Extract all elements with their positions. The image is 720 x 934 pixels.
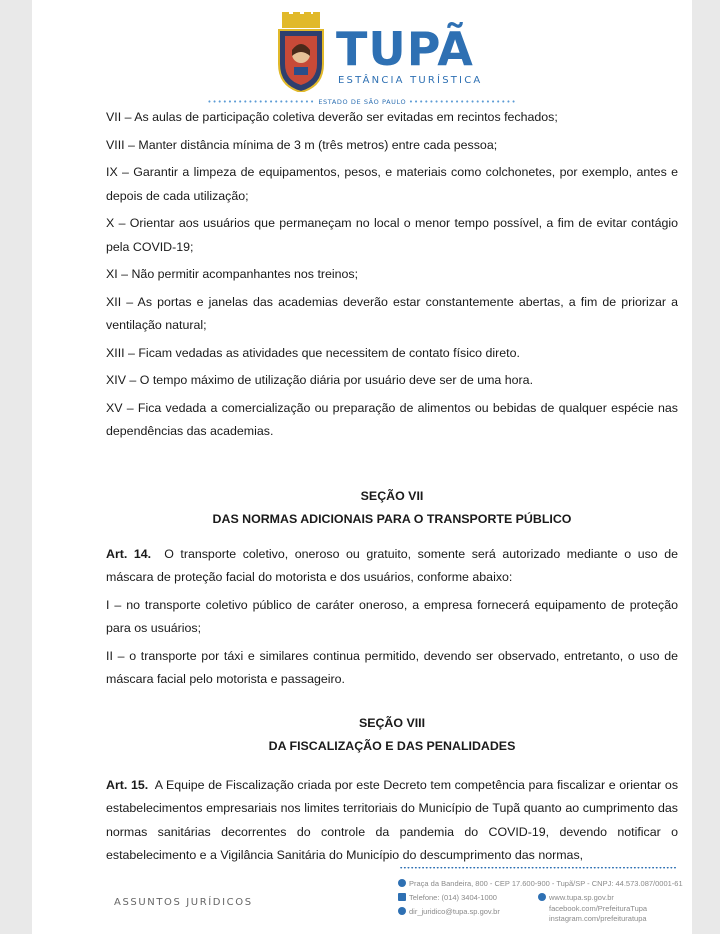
footer-address [398,878,683,890]
paragraph-item-ix: IX – Garantir a limpeza de equipamentos, pesos, e materiais como colchonetes, por exemplo, antes e depois de cada utilização; [106,165,678,203]
letterhead [32,8,692,108]
article-label: Art. 14. [106,546,152,561]
paragraph-item-xiii: XIII – Ficam vedadas as atividades que necessitem de contato físico direto. [106,345,520,360]
coat-of-arms-icon [276,12,326,92]
spacer [106,696,678,712]
footer-phone [398,892,497,904]
spacer [106,448,678,485]
globe-icon [538,893,546,901]
paragraph-item-x: X – Orientar aos usuários que permaneçam no local o menor tempo possível, a fim de evitar contágio pela COVID-19; [106,216,678,254]
footer-dotted-rule: •••••••••••••••••••••••••••••••••••••••••••••••••••••••••••••••••••••••••••• [400,867,678,871]
section-title: SEÇÃO VII [360,488,424,503]
article-14-item-ii: II – o transporte por táxi e similares continua permitido, devendo ser observado, entretanto, o uso de máscara facial pelo motorista e passageiro. [106,648,678,686]
email-icon [398,907,406,915]
location-pin-icon [398,879,406,887]
spacer [106,531,678,543]
article-14 [106,543,678,590]
state-label: ESTADO DE SÃO PAULO [318,98,407,106]
phone-icon [398,893,406,901]
paragraph-item-xii: XII – As portas e janelas das academias deverão estar constantemente abertas, a fim de priorizar a ventilação natural; [106,294,678,332]
section-title: SEÇÃO VIII [358,715,426,730]
footer-instagram[interactable]: instagram.com/prefeituratupa [549,914,647,923]
email-text: dir_juridico@tupa.sp.gov.br [409,907,500,916]
address-text: Praça da Bandeira, 800 - CEP 17.600-900 - Tupã/SP - CNPJ: 44.573.087/0001-61 [409,879,683,888]
dotted-rule: ••••••••••••••••••••• [408,98,517,106]
brand-name: TUPÃ [336,22,474,76]
footer-facebook[interactable]: facebook.com/PrefeituraTupa [549,904,648,913]
state-line [32,98,692,106]
article-15 [106,774,678,868]
paragraph-item-xiv: XIV – O tempo máximo de utilização diária por usuário deve ser de uma hora. [106,373,534,387]
footer-email [398,906,500,918]
article-14-item-i: I – no transporte coletivo público de caráter oneroso, a empresa fornecerá equipamento de proteção para os usuários; [106,597,678,635]
paragraph-item-vii: VII – As aulas de participação coletiva deverão ser evitadas em recintos fechados; [106,110,558,124]
paragraph-item-viii: VIII – Manter distância mínima de 3 m (três metros) entre cada pessoa; [106,137,498,152]
footer-department: ASSUNTOS JURÍDICOS [114,897,253,908]
brand-tagline: ESTÂNCIA TURÍSTICA [338,75,483,86]
phone-text: Telefone: (014) 3404-1000 [409,893,497,902]
article-text: A Equipe de Fiscalização criada por este Decreto tem competência para fiscalizar e orientar os estabelecimentos empresariais nos limites territoriais do Município de Tupã quanto ao cumprimento das normas sanitárias decorrentes do controle da pandemia do COVID-19, devendo notificar o estabelecimento e a Vigilância Sanitária do Município do descumprimento das normas, [106,777,679,862]
website-text: www.tupa.sp.gov.br [549,893,614,902]
article-text: O transporte coletivo, oneroso ou gratuito, somente será autorizado mediante o uso de máscara de proteção facial do motorista e dos usuários, conforme abaixo: [106,546,678,584]
section-subtitle: DAS NORMAS ADICIONAIS PARA O TRANSPORTE PÚBLICO [212,511,572,526]
section-subtitle: DA FISCALIZAÇÃO E DAS PENALIDADES [268,738,516,753]
paragraph-item-xv: XV – Fica vedada a comercialização ou preparação de alimentos ou bebidas de qualquer espécie nas dependências das academias. [106,400,678,438]
document-page [32,0,692,934]
spacer [106,758,678,774]
dotted-rule: ••••••••••••••••••••• [207,98,319,106]
article-label: Art. 15. [106,777,149,792]
paragraph-item-xi: XI – Não permitir acompanhantes nos treinos; [106,267,359,281]
document-body [106,106,678,872]
